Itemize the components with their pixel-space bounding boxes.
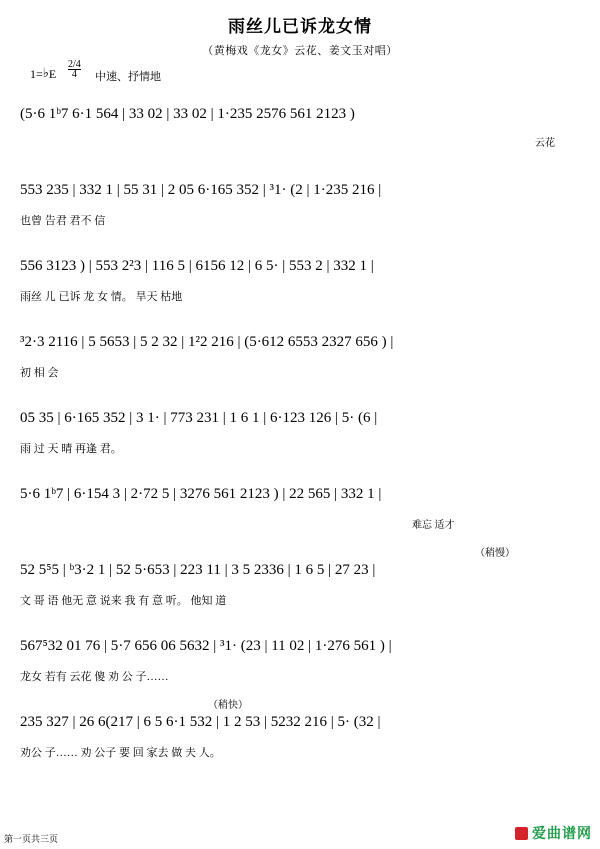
time-signature-bottom: 4 — [71, 69, 77, 80]
music-system-4 — [20, 318, 580, 394]
tempo-annotation-faster: （稍快） — [208, 700, 248, 711]
notation-line-4: ³2·3 2116 | 5 5653 | 5 2 32 | 1²2 216 | (5·612 6553 2327 656 ) | — [20, 334, 394, 350]
time-signature — [68, 60, 81, 79]
sheet-music-page — [0, 12, 600, 849]
notation-line-9: 235 327 | 26 6(217 | 6 5 6·1 532 | 1 2 53 | 5232 216 | 5· (32 | — [20, 714, 381, 730]
singer-annotation-yunhua: 云花 — [535, 138, 555, 149]
time-signature-top: 2/4 — [68, 59, 81, 70]
watermark-text: 爱曲谱网 — [532, 827, 592, 842]
lyrics-line-2: 也曾 告君 君不 信 — [20, 215, 106, 227]
lyrics-line-3: 雨丝 儿 已诉 龙 女 情。 旱天 枯地 — [20, 291, 183, 303]
notation-line-3: 556 3123 ) | 553 2²3 | 116 5 | 6156 12 | 6 5· | 553 2 | 332 1 | — [20, 258, 374, 274]
page-subtitle: （黄梅戏《龙女》云花、姜文玉对唱） — [202, 45, 398, 57]
notation-line-6: 5·6 1ᵇ7 | 6·154 3 | 2·72 5 | 3276 561 2123 ) | 22 565 | 332 1 | — [20, 486, 382, 502]
notation-line-1: (5·6 1ᵇ7 6·1 564 | 33 02 | 33 02 | 1·235 2576 561 2123 ) — [20, 106, 355, 122]
tempo-annotation-slower: （稍慢） — [475, 548, 515, 559]
page-number: 第一页共三页 — [4, 834, 59, 844]
logo-icon — [515, 827, 528, 840]
notation-line-2: 553 235 | 332 1 | 55 31 | 2 05 6·165 352 | ³1· (2 | 1·235 216 | — [20, 182, 382, 198]
notation-line-7: 52 5⁵5 | ᵇ3·2 1 | 52 5·653 | 223 11 | 3 5 2336 | 1 6 5 | 27 23 | — [20, 562, 376, 578]
lyrics-line-5: 雨 过 天 晴 再逢 君。 — [20, 443, 122, 455]
lyrics-line-9: 劝公 子…… 劝 公子 要 回 家去 做 夫 人。 — [20, 747, 221, 759]
site-watermark — [515, 823, 592, 843]
music-system-8 — [20, 622, 580, 698]
lyrics-line-7: 文 哥 语 他无 意 说来 我 有 意 听。 他知 道 — [20, 595, 227, 607]
music-system-3 — [20, 242, 580, 318]
score-meta-row — [0, 59, 600, 90]
music-system-7 — [20, 546, 580, 622]
key-label: 1= — [30, 67, 43, 81]
notation-line-5: 05 35 | 6·165 352 | 3 1· | 773 231 | 1 6 1 | 6·123 126 | 5· (6 | — [20, 410, 378, 426]
lyric-annotation-6: 难忘 适才 — [412, 520, 455, 531]
lyrics-line-4: 初 相 会 — [20, 367, 59, 379]
music-system-5 — [20, 394, 580, 470]
music-system-6 — [20, 470, 580, 546]
music-system-9 — [20, 698, 580, 774]
music-system-1 — [20, 90, 580, 166]
page-title: 雨丝儿已诉龙女情 — [228, 17, 372, 36]
tempo-marking: 中速、抒情地 — [95, 71, 161, 83]
key-letter: E — [48, 67, 57, 81]
key-signature — [30, 66, 56, 82]
lyrics-line-8: 龙女 若有 云花 傻 劝 公 子…… — [20, 671, 169, 683]
key-accidental: ♭ — [42, 65, 49, 80]
notation-line-8: 567⁵32 01 76 | 5·7 656 06 5632 | ³1· (23 | 11 02 | 1·276 561 ) | — [20, 638, 392, 654]
music-system-2 — [20, 166, 580, 242]
